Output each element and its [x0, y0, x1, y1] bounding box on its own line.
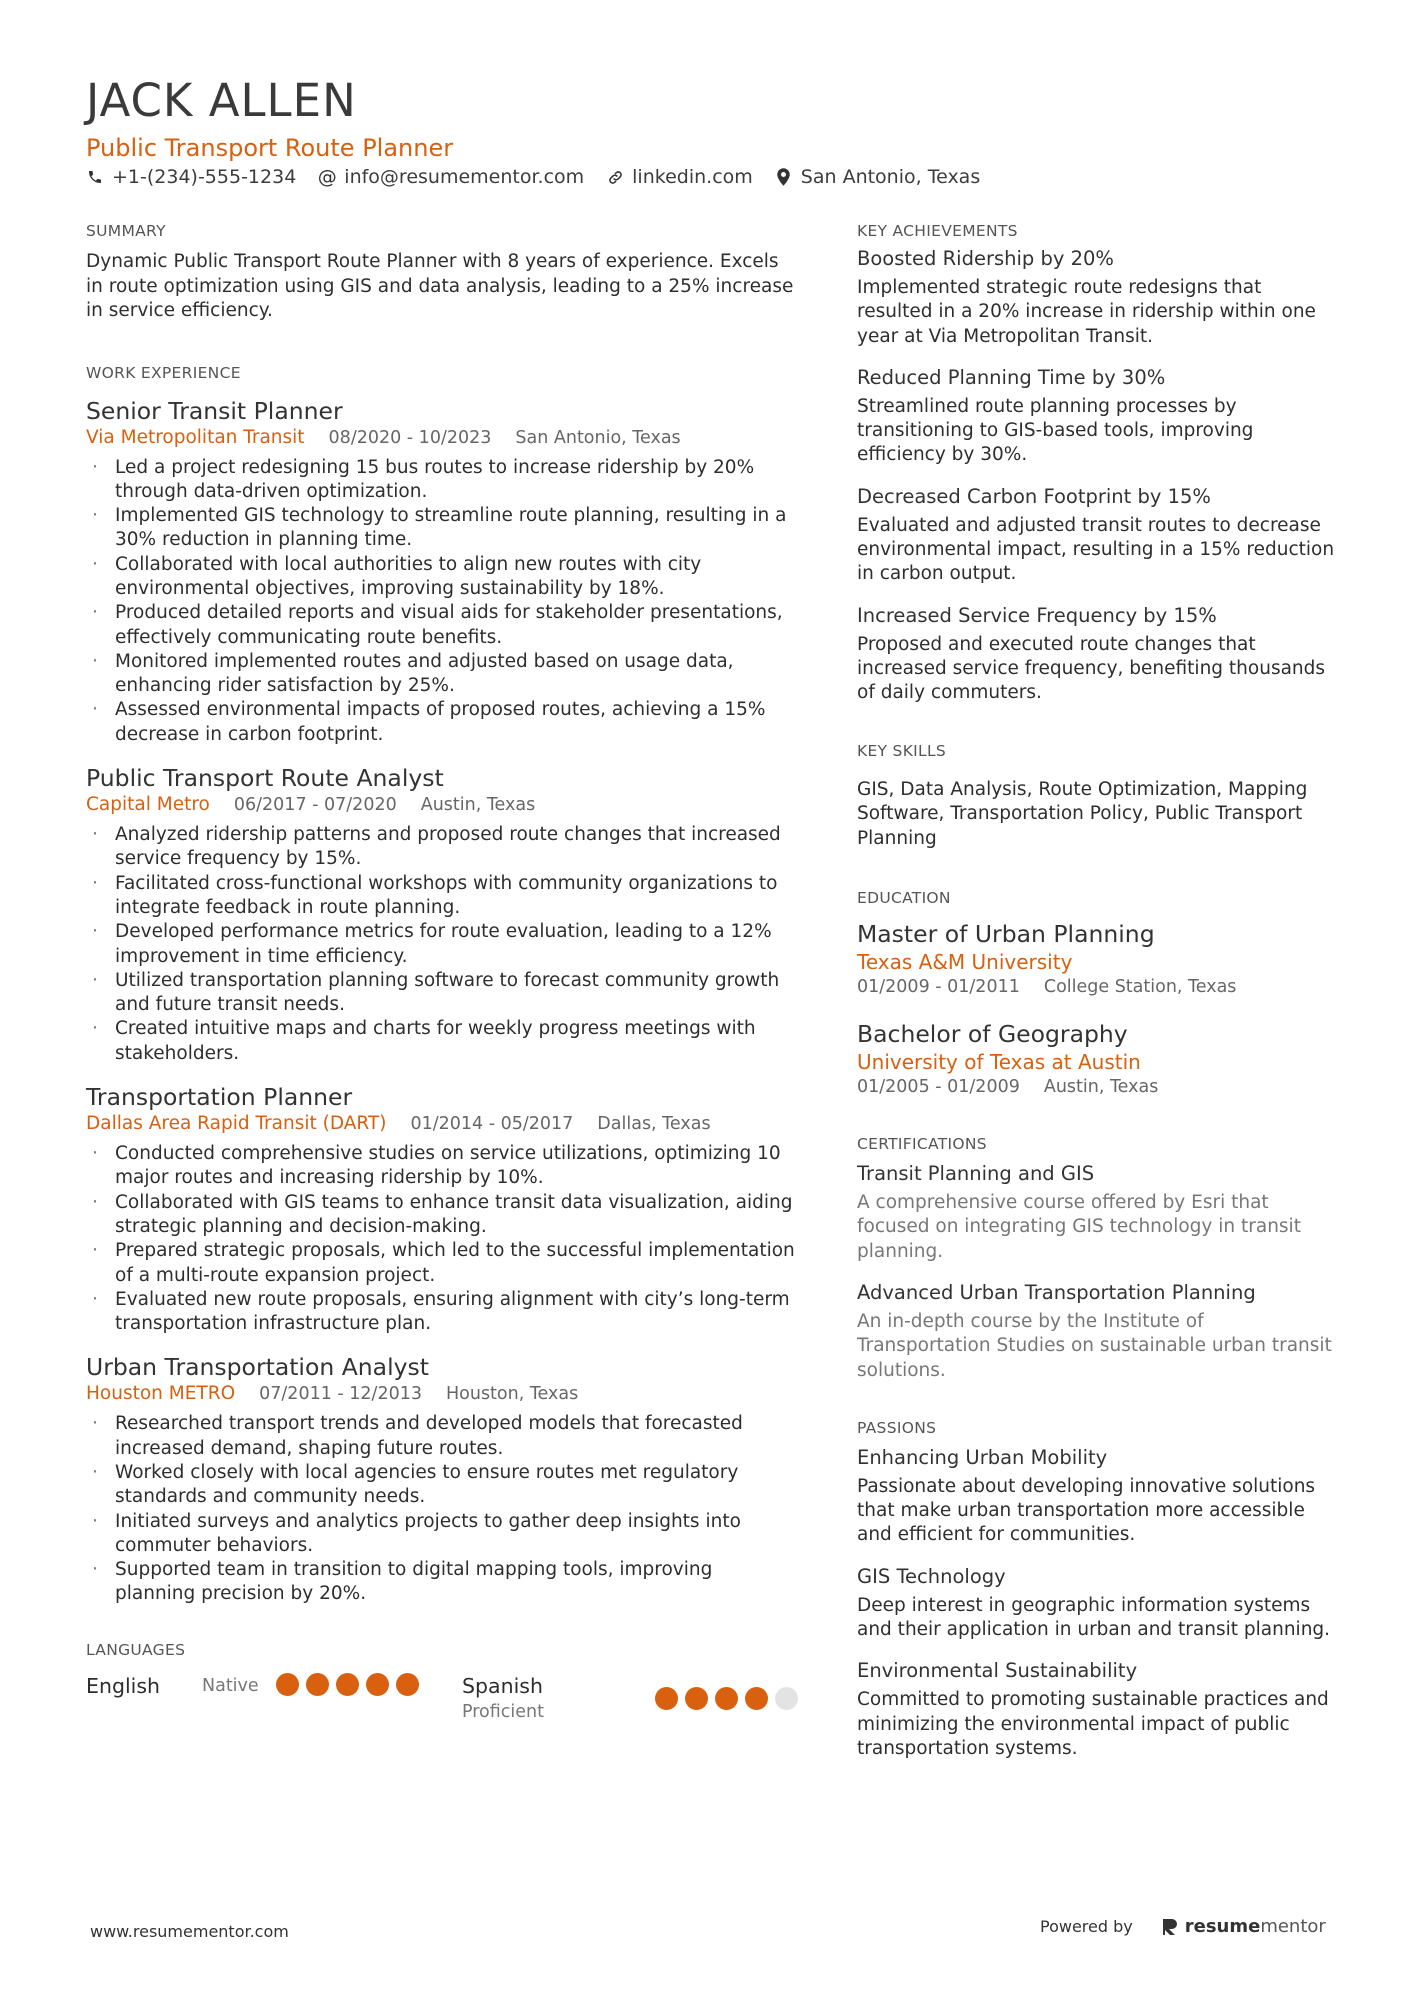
language-spanish: [462, 1673, 798, 1725]
job-company: Houston METRO: [86, 1383, 236, 1405]
resumementor-logo-icon: [1161, 1917, 1179, 1937]
job-bullet: · Developed performance metrics for route evaluation, leading to a 12% improvement in time efficiency.: [86, 920, 798, 969]
languages-heading: LANGUAGES: [86, 1640, 186, 1659]
rating-dot-filled: [715, 1687, 738, 1710]
brand-bold: resume: [1184, 1916, 1261, 1937]
contact-linkedin[interactable]: [606, 166, 753, 188]
job-title: Senior Transit Planner: [86, 396, 343, 425]
job-bullet: · Prepared strategic proposals, which led to the successful implementation of a multi-route expansion project.: [86, 1239, 798, 1288]
education-list: [857, 919, 1337, 1099]
job-bullet: · Monitored implemented routes and adjusted based on usage data, enhancing rider satisfaction by 25%.: [86, 650, 798, 699]
education-school: Texas A&M University: [857, 950, 1073, 975]
achievement-title: Reduced Planning Time by 30%: [857, 365, 1166, 389]
education-dates: 01/2005 - 01/2009: [857, 1077, 1020, 1098]
language-rating: [655, 1687, 798, 1710]
rating-dot-filled: [655, 1687, 678, 1710]
job-bullet: · Supported team in transition to digital mapping tools, improving planning precision by 20%.: [86, 1558, 798, 1607]
passion-text: Deep interest in geographic information systems and their application in urban and transit planning.: [857, 1594, 1331, 1641]
education-location: Austin, Texas: [1043, 1077, 1159, 1098]
job-bullets: [86, 1412, 798, 1606]
job-meta: [86, 793, 798, 817]
achievements-list: [857, 246, 1337, 706]
education-item: [857, 1019, 1337, 1099]
contact-email-text: info@resumementor.com: [344, 166, 585, 188]
powered-by-text: Powered by: [1040, 1917, 1133, 1936]
rating-dot-empty: [775, 1687, 798, 1710]
job-bullet: · Created intuitive maps and charts for weekly progress meetings with stakeholders.: [86, 1017, 798, 1066]
education-degree: Master of Urban Planning: [857, 920, 1155, 949]
passion-item: [857, 1564, 1337, 1643]
passion-title: Environmental Sustainability: [857, 1659, 1138, 1683]
job-title: Transportation Planner: [86, 1083, 353, 1112]
resumementor-logo[interactable]: [1161, 1916, 1326, 1937]
job-company: Dallas Area Rapid Transit (DART): [86, 1113, 387, 1135]
job-bullet: · Collaborated with local authorities to align new routes with city environmental objectives, improving sustainability by 18%.: [86, 553, 798, 602]
achievement-text: Proposed and executed route changes that increased service frequency, benefiting thousands of daily commuters.: [857, 633, 1326, 704]
job-bullet: · Assessed environmental impacts of proposed routes, achieving a 15% decrease in carbon footprint.: [86, 698, 798, 747]
rating-dot-filled: [336, 1673, 359, 1696]
education-meta: [857, 1075, 1337, 1099]
link-icon: [606, 168, 624, 186]
passion-text: Committed to promoting sustainable practices and minimizing the environmental impact of public transportation systems.: [857, 1689, 1329, 1759]
achievement-title: Increased Service Frequency by 15%: [857, 603, 1217, 627]
rating-dot-filled: [685, 1687, 708, 1710]
candidate-name: JACK ALLEN: [86, 74, 357, 127]
achievement-text: Streamlined route planning processes by transitioning to GIS-based tools, improving efficiency by 30%.: [857, 395, 1254, 466]
job-bullet: · Collaborated with GIS teams to enhance transit data visualization, aiding strategic planning and decision-making.: [86, 1191, 798, 1240]
job-title: Urban Transportation Analyst: [86, 1353, 429, 1382]
passion-item: [857, 1445, 1337, 1548]
achievement-title: Decreased Carbon Footprint by 15%: [857, 484, 1211, 508]
contact-location-text: San Antonio, Texas: [800, 166, 981, 188]
skills-heading: KEY SKILLS: [857, 741, 947, 760]
rating-dot-filled: [366, 1673, 389, 1696]
summary-heading: SUMMARY: [86, 222, 166, 240]
job-location: Houston, Texas: [445, 1384, 579, 1405]
contact-email[interactable]: [318, 166, 584, 188]
education-item: [857, 919, 1337, 999]
job-entry: [86, 396, 798, 748]
job-dates: 07/2011 - 12/2013: [259, 1384, 422, 1405]
achievement-title: Boosted Ridership by 20%: [857, 247, 1114, 270]
phone-icon: [86, 168, 104, 186]
job-company: Via Metropolitan Transit: [86, 426, 305, 448]
job-company: Capital Metro: [86, 794, 210, 816]
job-bullet: · Worked closely with local agencies to ensure routes met regulatory standards and community needs.: [86, 1461, 798, 1510]
job-bullet: · Implemented GIS technology to streamline route planning, resulting in a 30% reduction in planning time.: [86, 504, 798, 553]
work-experience-heading: WORK EXPERIENCE: [86, 363, 241, 382]
achievements-heading: KEY ACHIEVEMENTS: [857, 222, 1018, 240]
language-name: Spanish: [462, 1673, 543, 1698]
candidate-role: Public Transport Route Planner: [86, 134, 454, 162]
education-heading: EDUCATION: [857, 889, 951, 908]
language-text-group: [462, 1673, 544, 1725]
language-level: Native: [202, 1675, 259, 1696]
job-entry: [86, 763, 798, 1066]
achievement-item: [857, 603, 1337, 706]
footer-branding: [1040, 1916, 1326, 1937]
rating-dot-filled: [306, 1673, 329, 1696]
footer-website[interactable]: www.resumementor.com: [90, 1922, 289, 1941]
achievement-text: Evaluated and adjusted transit routes to decrease environmental impact, resulting in a 15% reduction in carbon output.: [857, 514, 1335, 585]
contact-bar: [86, 166, 980, 188]
job-meta: [86, 1382, 798, 1406]
job-bullet: · Evaluated new route proposals, ensuring alignment with city’s long-term transportation infrastructure plan.: [86, 1288, 798, 1337]
job-dates: 06/2017 - 07/2020: [233, 795, 397, 816]
certification-title: Advanced Urban Transportation Planning: [857, 1280, 1256, 1304]
contact-linkedin-text: linkedin.com: [632, 166, 753, 188]
language-level: Proficient: [462, 1701, 544, 1722]
achievement-item: [857, 484, 1337, 587]
job-bullet: · Initiated surveys and analytics projects to gather deep insights into commuter behaviors.: [86, 1510, 798, 1559]
passion-title: Enhancing Urban Mobility: [857, 1445, 1108, 1469]
job-location: Dallas, Texas: [597, 1114, 711, 1135]
job-bullet: · Led a project redesigning 15 bus routes to increase ridership by 20% through data-driven optimization.: [86, 456, 798, 505]
education-location: College Station, Texas: [1043, 977, 1237, 998]
job-bullets: [86, 456, 798, 748]
summary-text: Dynamic Public Transport Route Planner with 8 years of experience. Excels in route optimization using GIS and data analysis, leading to a 25% increase in service efficiency.: [86, 251, 794, 321]
location-pin-icon: [775, 168, 793, 186]
passions-heading: PASSIONS: [857, 1418, 937, 1437]
certification-text: A comprehensive course offered by Esri that focused on integrating GIS technology in transit planning.: [857, 1192, 1301, 1262]
education-degree: Bachelor of Geography: [857, 1020, 1128, 1049]
job-bullets: [86, 823, 798, 1066]
passion-item: [857, 1658, 1337, 1761]
passions-list: [857, 1445, 1337, 1761]
job-list: [86, 396, 798, 1607]
rating-dot-filled: [276, 1673, 299, 1696]
certification-item: [857, 1280, 1337, 1383]
certifications-list: [857, 1161, 1337, 1383]
passion-title: GIS Technology: [857, 1564, 1006, 1588]
job-bullets: [86, 1142, 798, 1336]
certification-text: An in-depth course by the Institute of Transportation Studies on sustainable urban transit solutions.: [857, 1310, 1332, 1381]
job-bullet: · Conducted comprehensive studies on service utilizations, optimizing 10 major routes and increasing ridership by 10%.: [86, 1142, 798, 1191]
job-bullet: · Researched transport trends and developed models that forecasted increased demand, shaping future routes.: [86, 1412, 798, 1461]
rating-dot-filled: [396, 1673, 419, 1696]
brand-light: mentor: [1260, 1916, 1326, 1937]
rating-dot-filled: [745, 1687, 768, 1710]
certifications-heading: CERTIFICATIONS: [857, 1135, 987, 1154]
job-meta: [86, 1112, 798, 1136]
job-bullet: · Utilized transportation planning software to forecast community growth and future transit needs.: [86, 969, 798, 1018]
job-bullet: · Facilitated cross-functional workshops with community organizations to integrate feedback in route planning.: [86, 872, 798, 921]
education-school: University of Texas at Austin: [857, 1050, 1141, 1075]
right-column: [857, 222, 1337, 1761]
language-name: English: [86, 1673, 161, 1698]
contact-phone-text: +1-(234)-555-1234: [112, 166, 297, 188]
at-icon: @: [317, 166, 337, 188]
job-location: San Antonio, Texas: [515, 427, 681, 448]
skills-text: GIS, Data Analysis, Route Optimization, Mapping Software, Transportation Policy, Public Transport Planning: [857, 778, 1308, 849]
language-english: [86, 1673, 462, 1699]
achievement-text: Implemented strategic route redesigns that resulted in a 20% increase in ridership within one year at Via Metropolitan Transit.: [857, 277, 1316, 347]
achievement-item: [857, 246, 1337, 349]
certification-item: [857, 1161, 1337, 1264]
education-meta: [857, 975, 1337, 999]
job-bullet: · Analyzed ridership patterns and proposed route changes that increased service frequency by 15%.: [86, 823, 798, 872]
language-rating: [276, 1673, 419, 1696]
left-column: [86, 222, 798, 1725]
passion-text: Passionate about developing innovative solutions that make urban transportation more accessible and efficient for communities.: [857, 1475, 1316, 1546]
job-title: Public Transport Route Analyst: [86, 764, 444, 793]
job-entry: [86, 1082, 798, 1336]
achievement-item: [857, 365, 1337, 468]
job-bullet: · Produced detailed reports and visual aids for stakeholder presentations, effectively communicating route benefits.: [86, 601, 798, 650]
education-dates: 01/2009 - 01/2011: [857, 977, 1020, 998]
contact-location: [775, 166, 980, 188]
job-meta: [86, 426, 798, 450]
job-dates: 01/2014 - 05/2017: [410, 1114, 574, 1135]
certification-title: Transit Planning and GIS: [857, 1162, 1095, 1186]
contact-phone[interactable]: [86, 166, 296, 188]
job-entry: [86, 1352, 798, 1606]
languages-row: [86, 1673, 798, 1725]
job-location: Austin, Texas: [420, 795, 536, 816]
job-dates: 08/2020 - 10/2023: [328, 427, 492, 448]
